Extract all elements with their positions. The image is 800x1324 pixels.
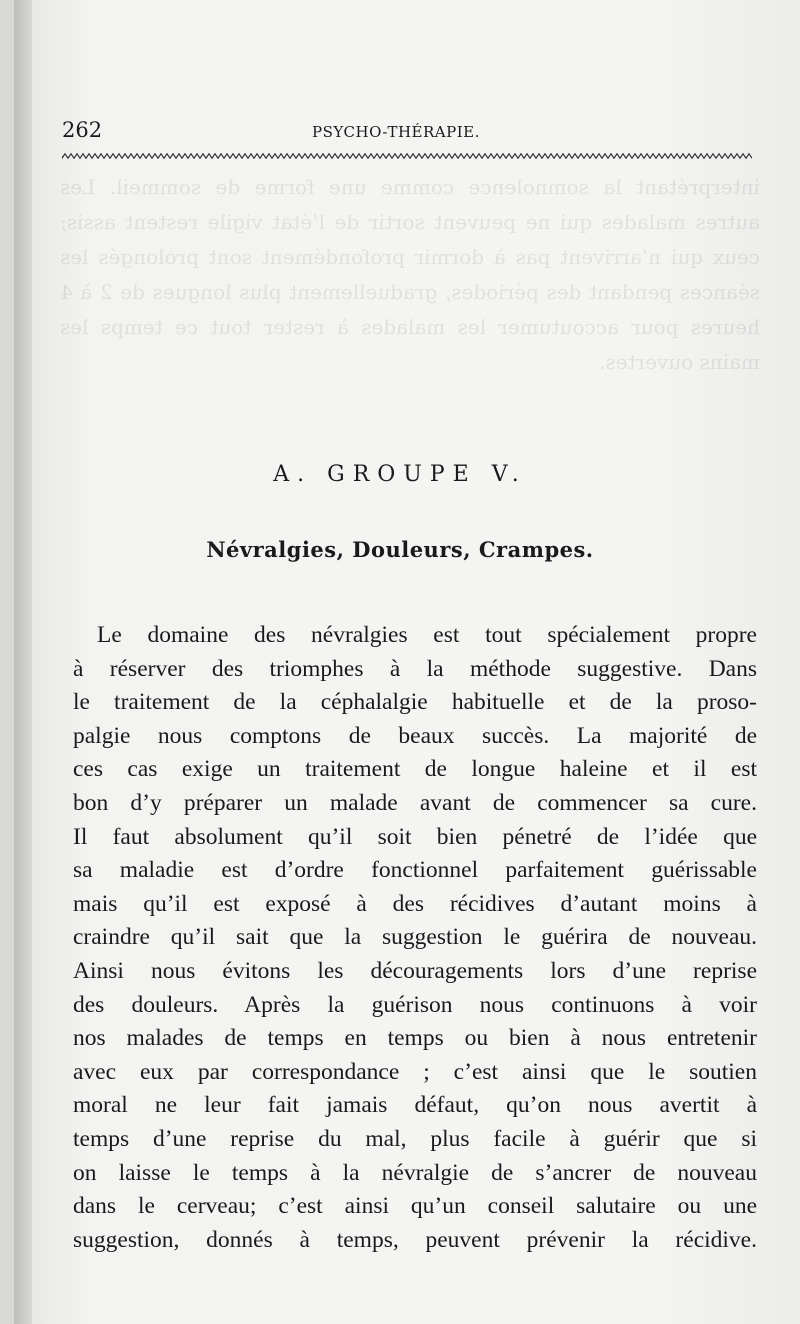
- paragraph-line: ces cas exige un traitement de longue haleine et il est: [73, 756, 757, 783]
- page-header: [62, 118, 752, 148]
- paragraph-line: Le domaine des névralgies est tout spécialement propre: [97, 622, 757, 648]
- paragraph-line: des douleurs. Après la guérison nous continuons à voir: [73, 991, 757, 1018]
- paragraph-line: Ainsi nous évitons les découragements lors d’une reprise: [73, 957, 757, 984]
- paragraph-line: le traitement de la céphalalgie habituelle et de la proso-: [73, 689, 757, 716]
- paragraph-line: mais qu’il est exposé à des récidives d’autant moins à: [73, 890, 757, 917]
- running-head: PSYCHO-THÉRAPIE.: [312, 123, 480, 141]
- paragraph-line: avec eux par correspondance ; c’est ainsi que le soutien: [73, 1058, 757, 1085]
- section-heading: A. GROUPE V.: [273, 462, 527, 487]
- wavy-rule-divider: [62, 150, 752, 162]
- paragraph-line: bon d’y préparer un malade avant de commencer sa cure.: [73, 789, 757, 816]
- paragraph-line: suggestion, donnés à temps, peuvent prévenir la récidive.: [73, 1226, 757, 1253]
- paragraph-line: Il faut absolument qu’il soit bien pénetré de l’idée que: [73, 823, 757, 850]
- page-edge-shadow: [14, 0, 32, 1324]
- paragraph-line: dans le cerveau; c’est ainsi qu’un conseil salutaire ou une: [73, 1193, 757, 1220]
- body-paragraph: [73, 619, 757, 1257]
- show-through-text: interprétant la somnolence comme une forme de sommeil. Les autres malades qui ne peuvent sortir de l’état vigile restent assis; ceux qui n’arrivent pas à dormir profondément sont prolongés les séances pendant des périodes, graduellement plus longues de 2 à 4 heures pour accoutumer les malades à rester tout ce temps les mains ouvertes.: [60, 175, 760, 374]
- paragraph-line: à réserver des triomphes à la méthode suggestive. Dans: [73, 655, 757, 682]
- section-title: Névralgies, Douleurs, Crampes.: [206, 537, 594, 562]
- paragraph-line: moral ne leur fait jamais défaut, qu’on nous avertit à: [73, 1092, 757, 1119]
- page-number: 262: [62, 118, 103, 142]
- paragraph-line: temps d’une reprise du mal, plus facile à guérir que si: [73, 1125, 757, 1152]
- paragraph-line: sa maladie est d’ordre fonctionnel parfaitement guérissable: [73, 857, 757, 884]
- paragraph-line: craindre qu’il sait que la suggestion le guérira de nouveau.: [73, 924, 757, 951]
- paragraph-line: on laisse le temps à la névralgie de s’ancrer de nouveau: [73, 1159, 757, 1186]
- paragraph-line: nos malades de temps en temps ou bien à nous entretenir: [73, 1025, 757, 1052]
- paragraph-line: palgie nous comptons de beaux succès. La majorité de: [73, 722, 757, 749]
